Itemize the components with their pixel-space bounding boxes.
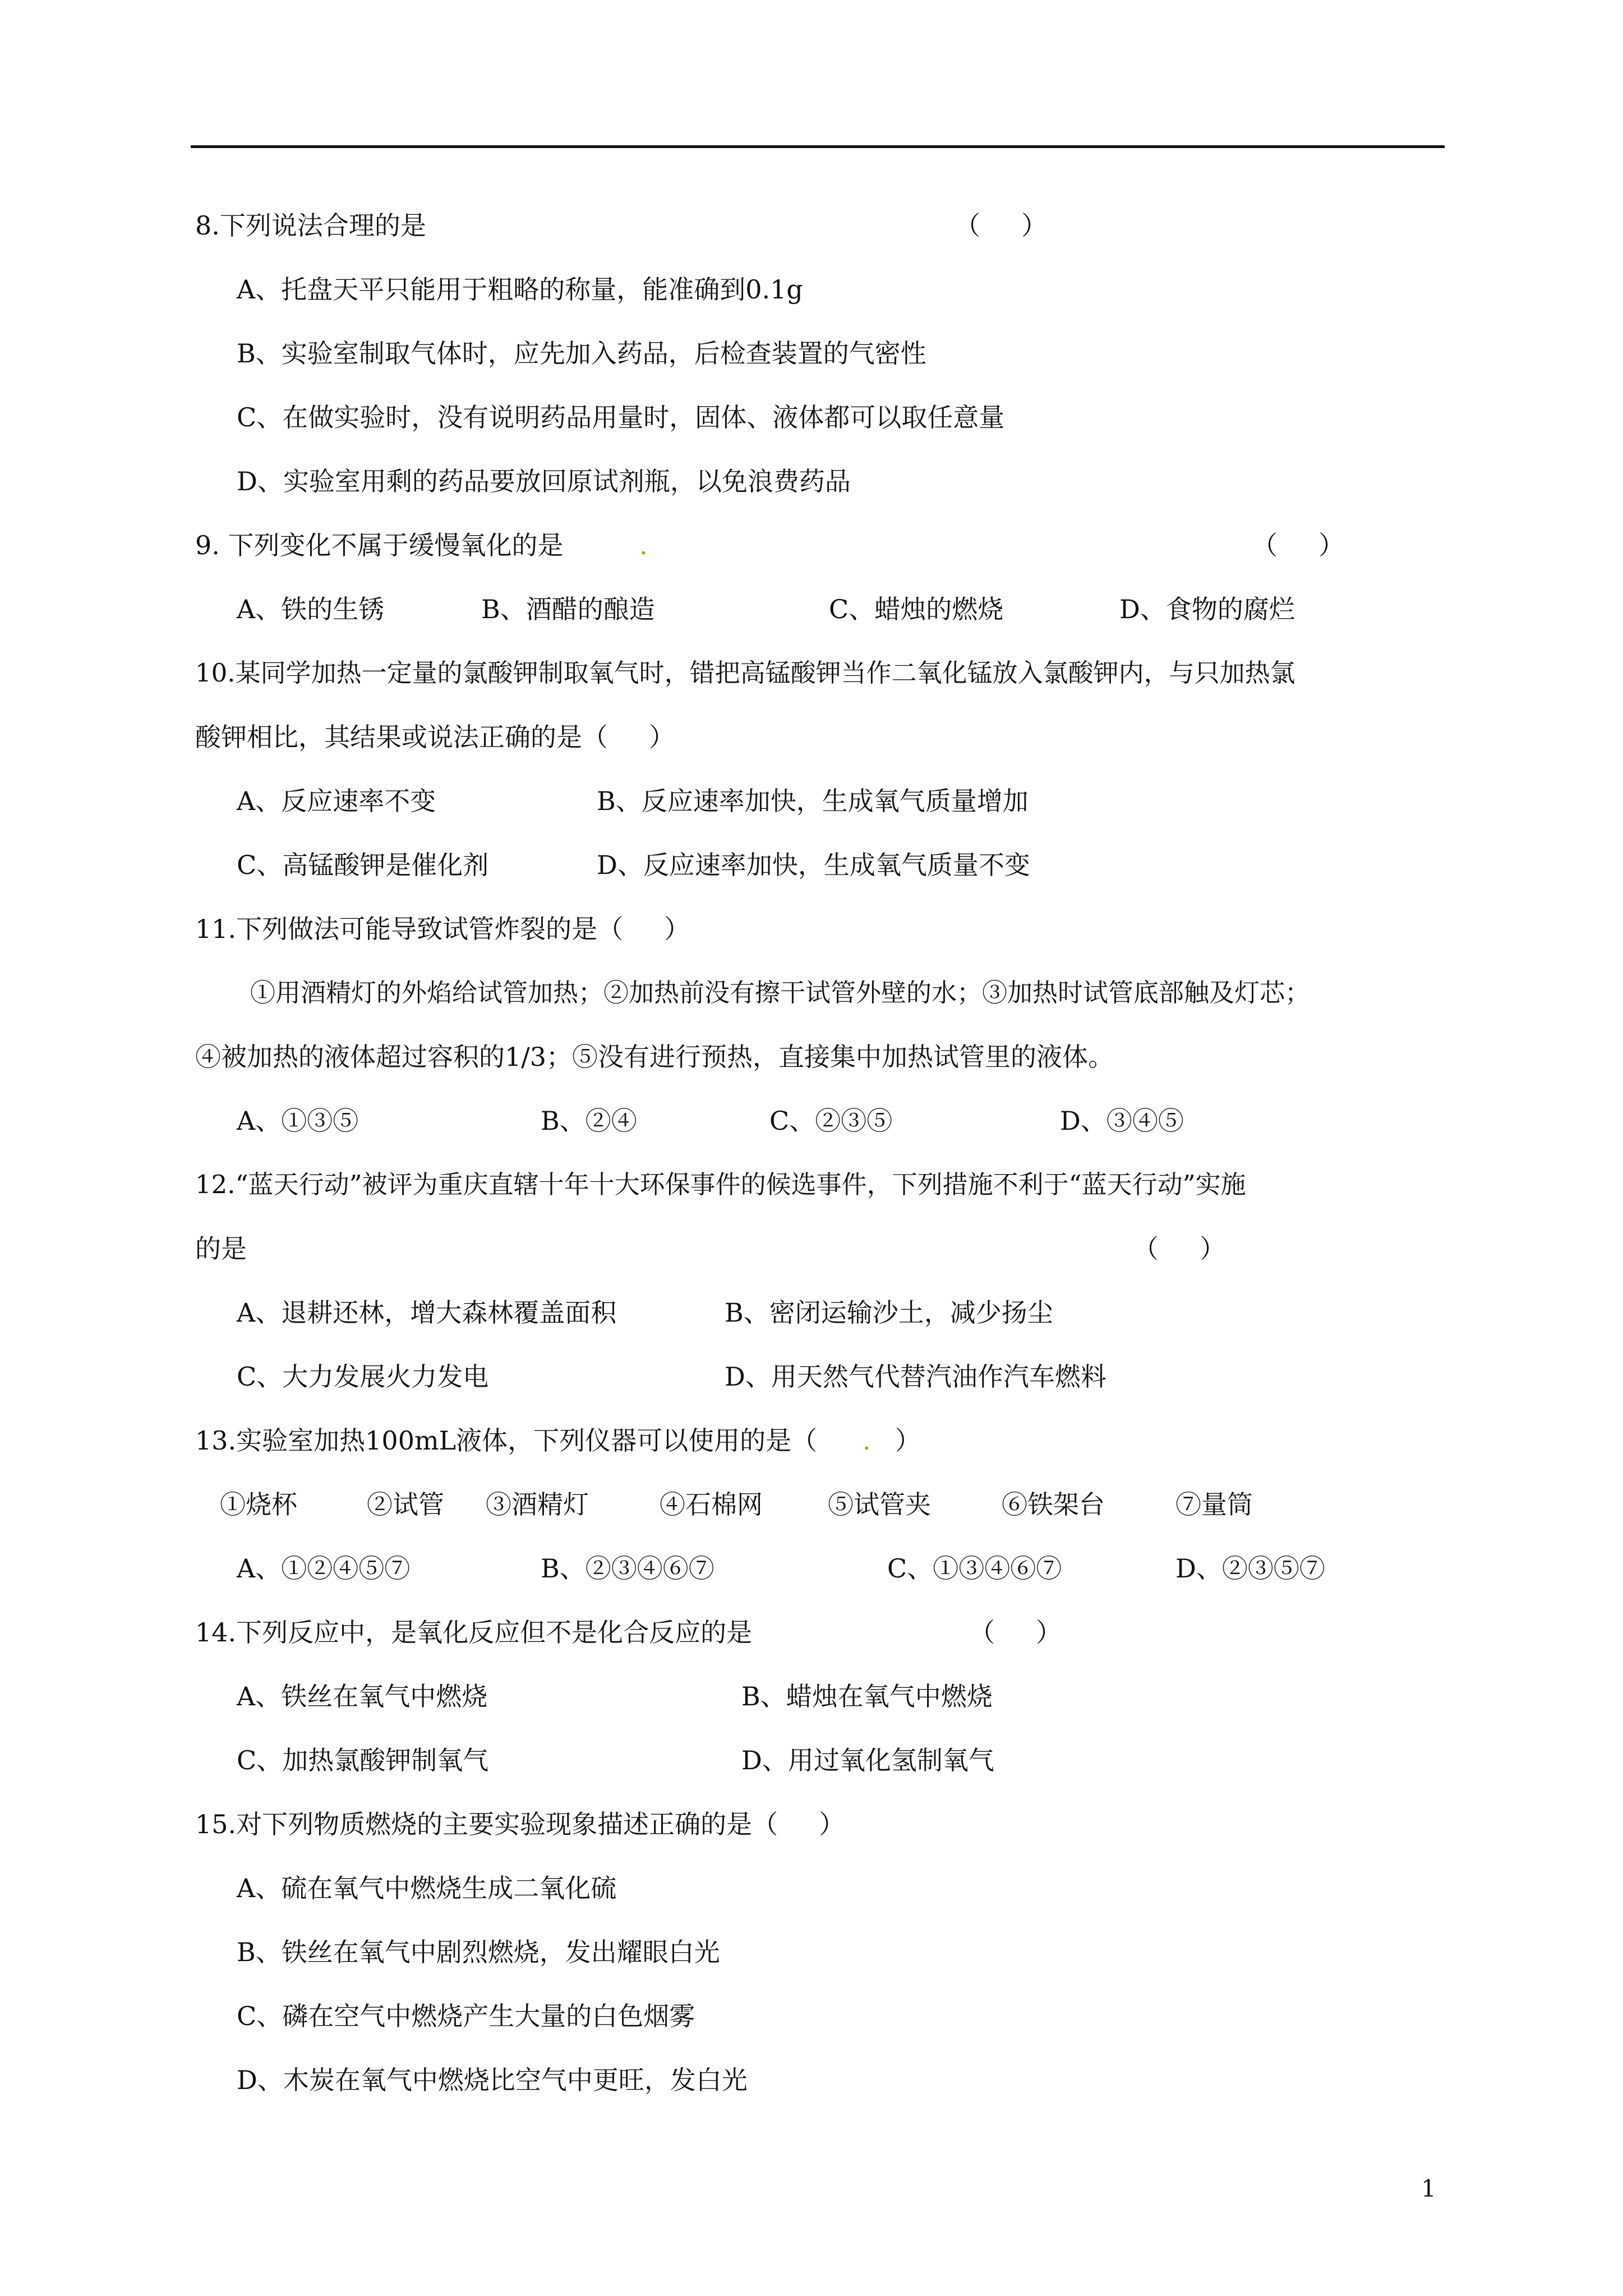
q13-option-a: A、①②④⑤⑦ [237,1553,411,1584]
q13-instrument-7: ⑦量筒 [1175,1489,1253,1520]
q12-stem-line1: 12.“蓝天行动”被评为重庆直辖十年十大环保事件的候选事件，下列措施不利于“蓝天行动”实施 [195,1170,1246,1199]
q13-instrument-1: ①烧杯 [220,1489,297,1520]
q9-option-d: D、食物的腐烂 [1119,594,1295,624]
q8-option-d: D、实验室用剩的药品要放回原试剂瓶，以免浪费药品 [237,466,851,496]
q14-option-a: A、铁丝在氧气中燃烧 [237,1681,488,1711]
q11-option-a: A、①③⑤ [237,1106,359,1136]
q14-option-c: C、加热氯酸钾制氧气 [237,1745,489,1775]
q10-option-c: C、高锰酸钾是催化剂 [237,850,489,880]
q12-option-a: A、退耕还林，增大森林覆盖面积 [237,1297,617,1328]
q11-option-d: D、③④⑤ [1060,1106,1184,1136]
q8-option-c: C、在做实验时，没有说明药品用量时，固体、液体都可以取任意量 [237,402,1005,432]
q10-option-a: A、反应速率不变 [237,786,436,816]
q15-option-a: A、硫在氧气中燃烧生成二氧化硫 [237,1873,617,1903]
q15-stem: 15.对下列物质燃烧的主要实验现象描述正确的是（ ） [195,1809,845,1839]
q10-stem-line1: 10.某同学加热一定量的氯酸钾制取氧气时，错把高锰酸钾当作二氧化锰放入氯酸钾内，与只加热氯 [195,658,1295,688]
q8-option-b: B、实验室制取气体时，应先加入药品，后检查装置的气密性 [237,338,926,369]
q8-stem: 8.下列说法合理的是 [195,210,426,241]
q15-option-c: C、磷在空气中燃烧产生大量的白色烟雾 [237,2001,695,2031]
q14-option-b: B、蜡烛在氧气中燃烧 [741,1681,993,1711]
q14-option-d: D、用过氧化氢制氧气 [741,1745,994,1775]
q13-stem-end: ） [870,1425,921,1456]
q13-instrument-5: ⑤试管夹 [828,1489,931,1520]
q9-stem: 9. 下列变化不属于缓慢氧化的是 [195,530,564,560]
q12-option-b: B、密闭运输沙土，减少扬尘 [725,1297,1053,1328]
header-rule [191,145,1445,148]
q11-detail-line2: ④被加热的液体超过容积的1/3；⑤没有进行预热，直接集中加热试管里的液体。 [195,1042,1114,1072]
q13-instrument-4: ④石棉网 [660,1489,763,1520]
q10-stem-line2: 酸钾相比，其结果或说法正确的是（ ） [195,722,675,752]
q12-stem-line2: 的是 [195,1234,247,1264]
q13-instrument-3: ③酒精灯 [486,1489,589,1520]
q9-option-c: C、蜡烛的燃烧 [829,594,1004,624]
q9-answer-bracket: （ ） [1252,530,1345,560]
q15-option-d: D、木炭在氧气中燃烧比空气中更旺，发白光 [237,2065,748,2095]
page-number: 1 [1421,2175,1436,2202]
q8-answer-bracket: （ ） [955,210,1048,241]
q13-option-b: B、②③④⑥⑦ [541,1553,714,1584]
q13-instrument-6: ⑥铁架台 [1002,1489,1105,1520]
q14-answer-bracket: （ ） [969,1617,1062,1648]
q11-option-b: B、②④ [541,1106,637,1136]
q11-detail-line1: ①用酒精灯的外焰给试管加热；②加热前没有擦干试管外壁的水；③加热时试管底部触及灯芯； [250,978,1311,1007]
q10-option-b: B、反应速率加快，生成氧气质量增加 [597,786,1029,816]
q13-mark: . [863,1425,871,1456]
q13-option-d: D、②③⑤⑦ [1175,1553,1325,1584]
q9-option-a: A、铁的生锈 [237,594,385,624]
q11-stem: 11.下列做法可能导致试管炸裂的是（ ） [195,914,690,944]
q15-option-b: B、铁丝在氧气中剧烈燃烧，发出耀眼白光 [237,1937,720,1967]
q13-option-c: C、①③④⑥⑦ [887,1553,1062,1584]
q12-option-c: C、大力发展火力发电 [237,1361,489,1392]
q9-option-b: B、酒醋的酿造 [481,594,655,624]
q14-stem: 14.下列反应中，是氧化反应但不是化合反应的是 [195,1617,753,1648]
q12-option-d: D、用天然气代替汽油作汽车燃料 [725,1361,1106,1392]
q11-option-c: C、②③⑤ [769,1106,893,1136]
q10-option-d: D、反应速率加快，生成氧气质量不变 [597,850,1030,880]
q8-option-a: A、托盘天平只能用于粗略的称量，能准确到0.1g [237,274,803,305]
q13-stem: 13.实验室加热100mL液体，下列仪器可以使用的是（ [195,1425,818,1456]
q12-answer-bracket: （ ） [1133,1234,1226,1264]
q13-instrument-2: ②试管 [367,1489,444,1520]
q9-mark: . [639,530,648,560]
